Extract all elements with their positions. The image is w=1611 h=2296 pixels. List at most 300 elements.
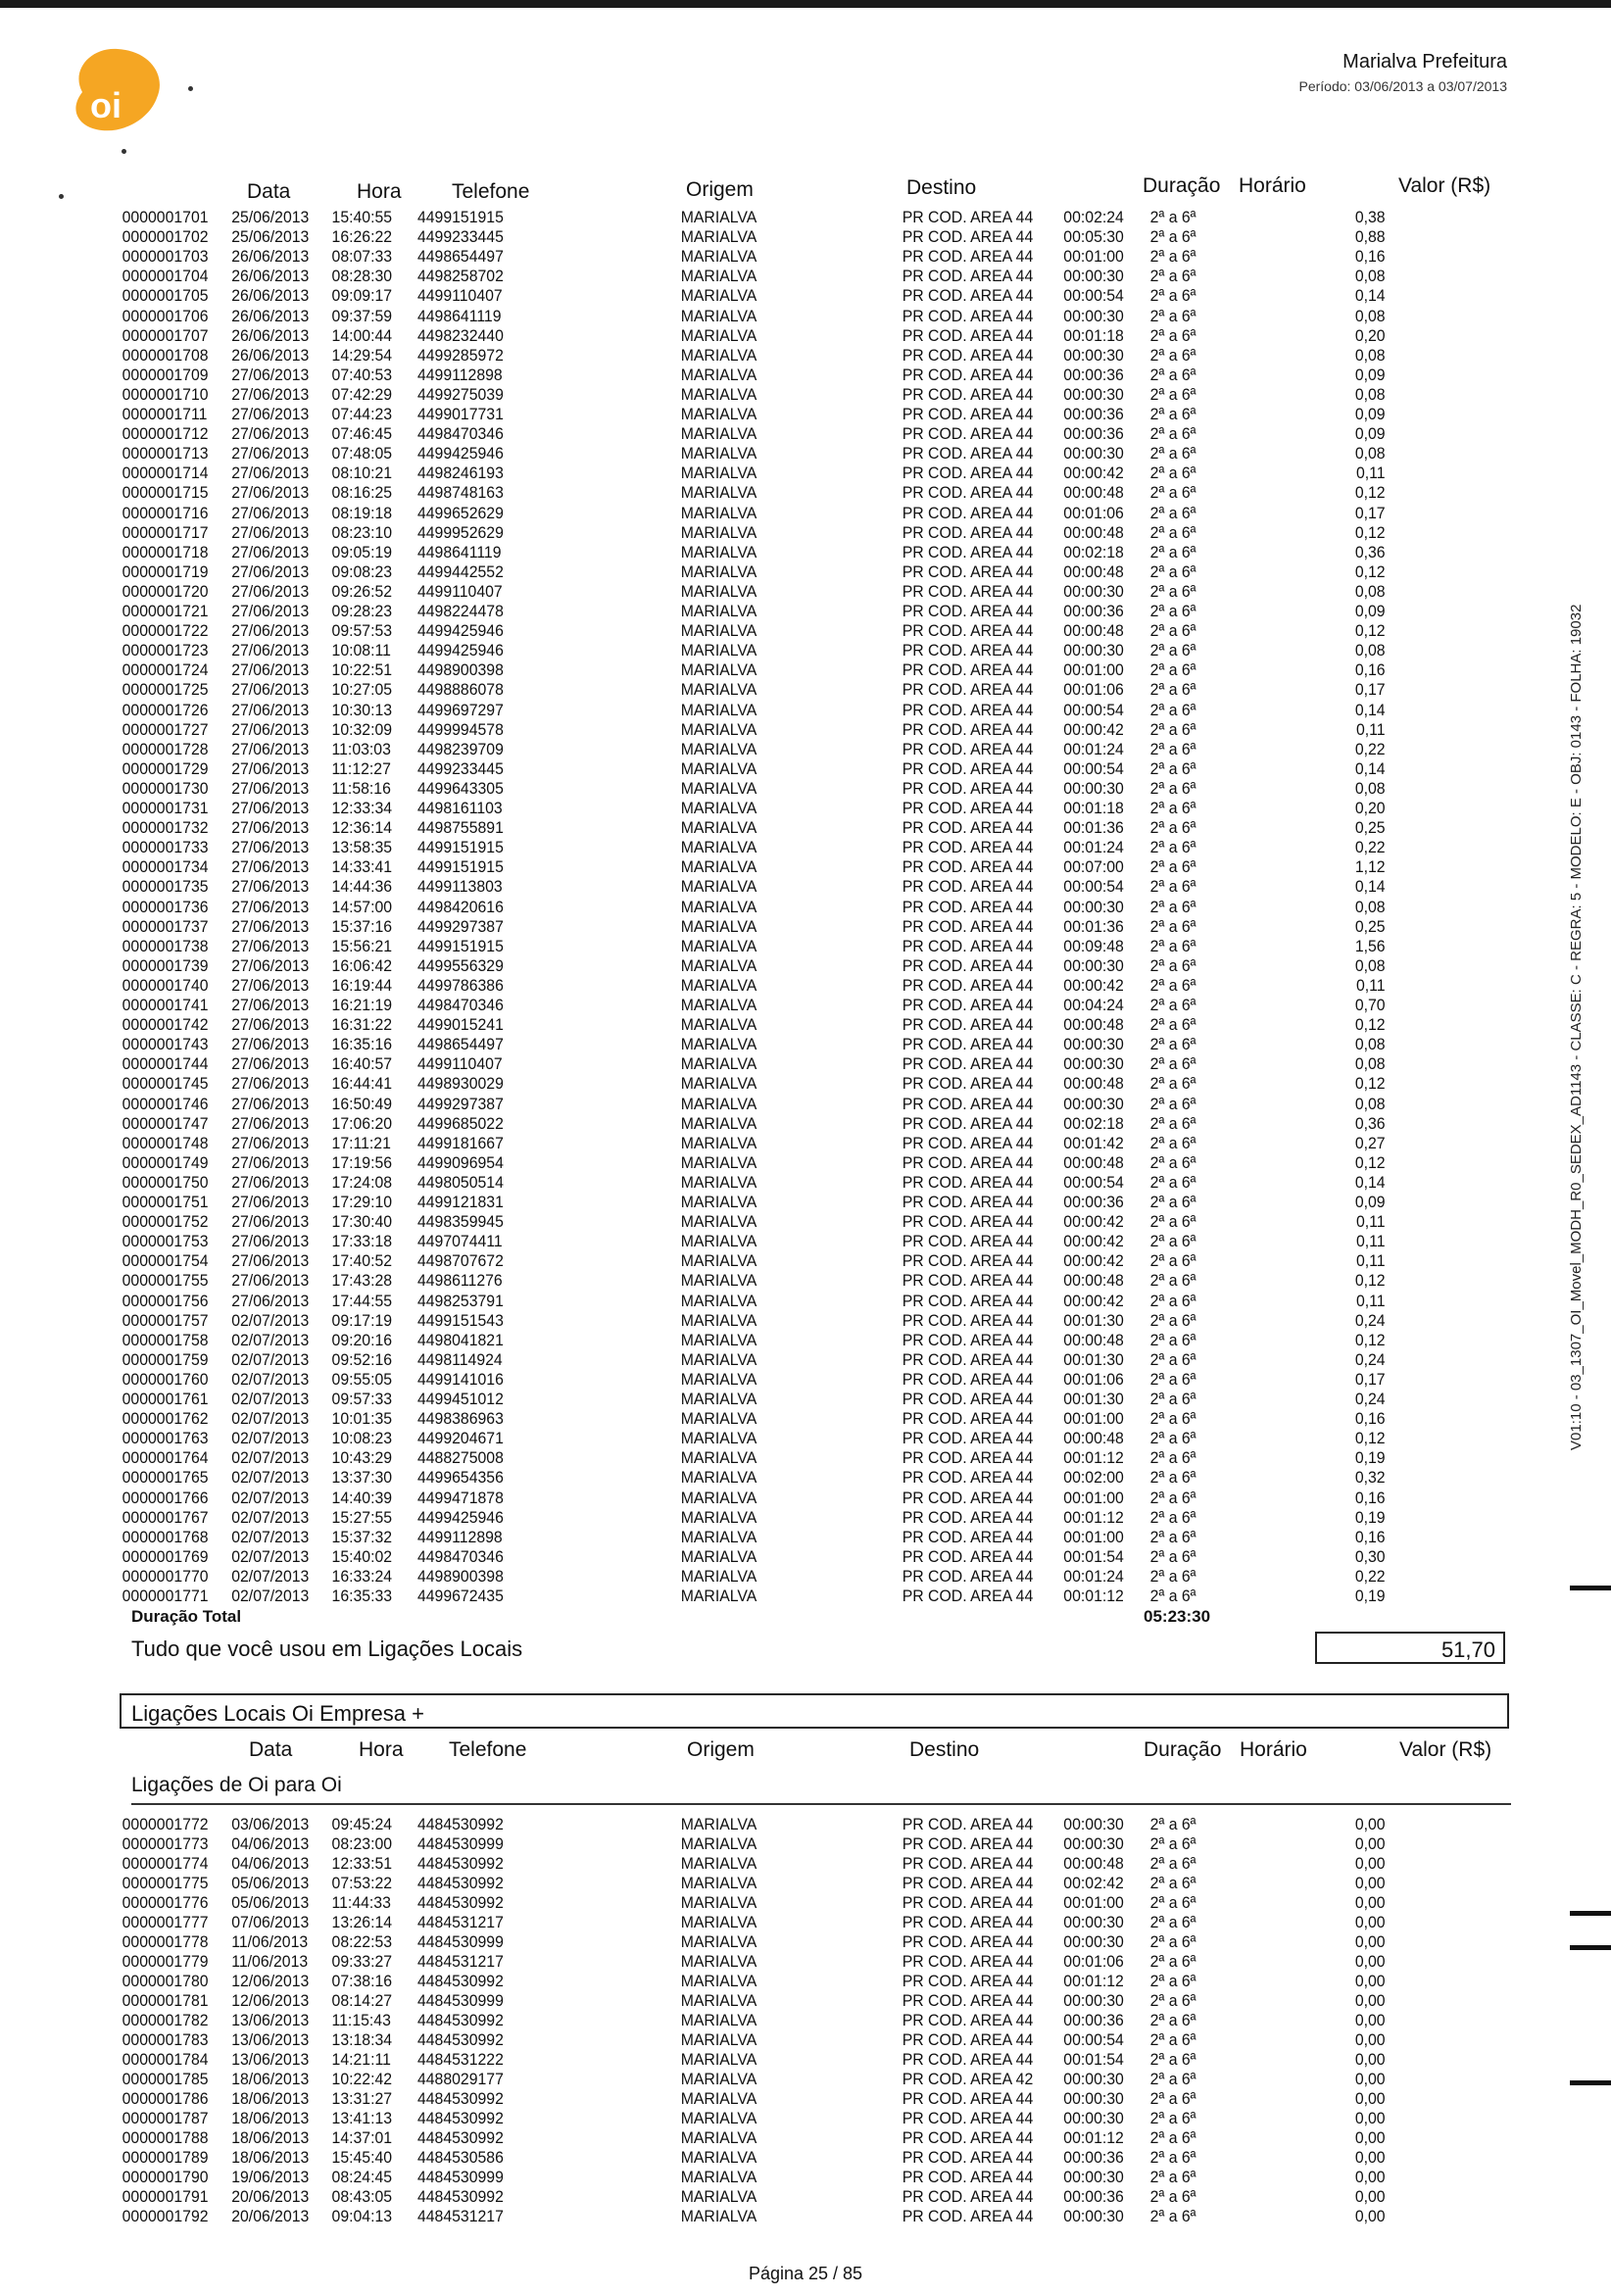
call-time: 16:19:44 (331, 975, 393, 995)
call-destination: PR COD. AREA 44 (902, 424, 1034, 444)
section2-subtitle: Ligações de Oi para Oi (131, 1774, 342, 1796)
oi-logo (61, 41, 171, 139)
call-value: 0,00 (1354, 2050, 1386, 2069)
call-date: 27/06/2013 (231, 778, 310, 798)
call-value: 0,12 (1354, 522, 1386, 542)
call-duration: 00:02:00 (1063, 1468, 1124, 1488)
col-duracao: Duração (1144, 1738, 1222, 1761)
call-duration: 00:00:42 (1063, 464, 1124, 483)
call-duration: 00:01:12 (1063, 1587, 1124, 1605)
call-origin: MARIALVA (680, 975, 757, 995)
call-phone: 4499233445 (416, 758, 504, 778)
call-value: 0,19 (1354, 1448, 1386, 1468)
call-schedule: 2ª a 6ª (1149, 2030, 1196, 2049)
call-id: 0000001789 (122, 2148, 209, 2167)
call-time: 12:36:14 (331, 818, 393, 838)
call-origin: MARIALVA (680, 345, 757, 365)
call-date: 27/06/2013 (231, 739, 310, 758)
call-schedule: 2ª a 6ª (1149, 2128, 1196, 2147)
call-schedule: 2ª a 6ª (1149, 1310, 1196, 1330)
call-phone: 4498470346 (416, 424, 504, 444)
call-id: 0000001773 (122, 1834, 209, 1853)
call-phone: 4498420616 (416, 897, 504, 916)
call-time: 08:10:21 (331, 464, 393, 483)
call-date: 27/06/2013 (231, 799, 310, 817)
call-time: 09:57:53 (331, 621, 393, 641)
call-schedule: 2ª a 6ª (1149, 1094, 1196, 1113)
table-row (0, 720, 1498, 740)
call-id: 0000001786 (122, 2089, 209, 2108)
call-time: 15:56:21 (331, 936, 393, 955)
call-origin: MARIALVA (680, 1271, 757, 1291)
call-destination: PR COD. AREA 44 (902, 1527, 1034, 1546)
call-value: 0,08 (1354, 345, 1386, 365)
call-phone: 4498886078 (416, 680, 504, 700)
call-date: 27/06/2013 (231, 444, 310, 464)
call-phone: 4499113803 (416, 877, 503, 897)
call-id: 0000001765 (122, 1468, 209, 1488)
table-row (0, 2207, 1498, 2226)
call-origin: MARIALVA (680, 758, 757, 778)
call-phone: 4499471878 (416, 1488, 504, 1507)
call-duration: 00:00:36 (1063, 2148, 1124, 2167)
call-phone: 4484530992 (416, 1893, 504, 1912)
call-id: 0000001733 (122, 838, 209, 857)
call-phone: 4499151915 (416, 208, 504, 226)
call-time: 15:45:40 (331, 2148, 393, 2167)
call-schedule: 2ª a 6ª (1149, 975, 1196, 995)
call-duration: 00:00:30 (1063, 1054, 1124, 1074)
call-date: 27/06/2013 (231, 405, 310, 423)
call-id: 0000001770 (122, 1566, 209, 1586)
margin-mark (1570, 1911, 1611, 1916)
call-origin: MARIALVA (680, 1566, 757, 1586)
call-phone: 4498654497 (416, 247, 504, 267)
call-destination: PR COD. AREA 44 (902, 2030, 1034, 2049)
call-id: 0000001782 (122, 2011, 209, 2029)
call-time: 13:41:13 (331, 2109, 393, 2127)
call-duration: 00:01:18 (1063, 325, 1124, 345)
call-time: 17:43:28 (331, 1271, 393, 1291)
call-phone: 4484531217 (416, 1952, 504, 1971)
call-duration: 00:00:30 (1063, 641, 1124, 660)
call-duration: 00:00:48 (1063, 483, 1124, 503)
call-phone: 4499297387 (416, 916, 504, 936)
table-row (0, 1153, 1498, 1173)
top-border (0, 0, 1611, 8)
call-duration: 00:00:36 (1063, 2011, 1124, 2029)
call-date: 27/06/2013 (231, 1054, 310, 1074)
table-row (0, 2030, 1498, 2050)
call-id: 0000001706 (122, 306, 209, 325)
call-time: 17:11:21 (331, 1133, 391, 1152)
table-row (0, 2011, 1498, 2030)
call-schedule: 2ª a 6ª (1149, 2168, 1196, 2186)
call-phone: 4498470346 (416, 996, 504, 1014)
call-origin: MARIALVA (680, 1054, 757, 1074)
call-destination: PR COD. AREA 44 (902, 1874, 1034, 1892)
call-phone: 4498161103 (416, 799, 503, 817)
call-origin: MARIALVA (680, 1015, 757, 1035)
call-id: 0000001788 (122, 2128, 209, 2147)
call-id: 0000001756 (122, 1291, 209, 1310)
call-schedule: 2ª a 6ª (1149, 464, 1196, 483)
call-destination: PR COD. AREA 44 (902, 1913, 1034, 1931)
call-origin: MARIALVA (680, 1834, 757, 1853)
call-duration: 00:00:30 (1063, 345, 1124, 365)
call-id: 0000001772 (122, 1815, 209, 1833)
call-origin: MARIALVA (680, 739, 757, 758)
call-schedule: 2ª a 6ª (1149, 1074, 1196, 1094)
call-time: 14:40:39 (331, 1488, 393, 1507)
call-origin: MARIALVA (680, 1172, 757, 1192)
call-phone: 4484531217 (416, 2207, 504, 2225)
call-origin: MARIALVA (680, 1094, 757, 1113)
call-time: 13:37:30 (331, 1468, 393, 1488)
call-value: 1,12 (1354, 857, 1386, 877)
table-row (0, 2070, 1498, 2089)
call-phone: 4499786386 (416, 975, 504, 995)
call-time: 16:21:19 (331, 996, 393, 1014)
call-phone: 4484530992 (416, 2109, 504, 2127)
call-time: 08:16:25 (331, 483, 393, 503)
call-schedule: 2ª a 6ª (1149, 680, 1196, 700)
call-duration: 00:01:36 (1063, 916, 1124, 936)
call-time: 10:32:09 (331, 719, 393, 739)
table-row (0, 1370, 1498, 1390)
call-schedule: 2ª a 6ª (1149, 739, 1196, 758)
call-value: 0,32 (1354, 1468, 1386, 1488)
call-destination: PR COD. AREA 44 (902, 1991, 1034, 2010)
call-schedule: 2ª a 6ª (1149, 1172, 1196, 1192)
call-duration: 00:01:00 (1063, 247, 1124, 267)
call-value: 0,36 (1354, 1113, 1386, 1133)
table-row (0, 1409, 1498, 1429)
call-date: 04/06/2013 (231, 1834, 310, 1853)
call-duration: 00:01:36 (1063, 818, 1124, 838)
call-id: 0000001759 (122, 1349, 209, 1369)
call-time: 09:33:27 (331, 1952, 393, 1971)
call-origin: MARIALVA (680, 2030, 757, 2049)
call-destination: PR COD. AREA 44 (902, 345, 1034, 365)
call-id: 0000001710 (122, 384, 209, 404)
call-time: 10:08:11 (331, 641, 391, 660)
table-row (0, 1567, 1498, 1587)
call-origin: MARIALVA (680, 719, 757, 739)
table-row (0, 1350, 1498, 1370)
summary-value: 51,70 (1315, 1632, 1505, 1664)
call-phone: 4484530999 (416, 1834, 504, 1853)
call-origin: MARIALVA (680, 1507, 757, 1527)
call-time: 10:43:29 (331, 1448, 393, 1468)
call-time: 15:37:16 (331, 916, 393, 936)
call-value: 0,00 (1354, 2187, 1386, 2206)
call-schedule: 2ª a 6ª (1149, 483, 1196, 503)
call-date: 27/06/2013 (231, 503, 310, 522)
call-schedule: 2ª a 6ª (1149, 1991, 1196, 2010)
call-time: 17:40:52 (331, 1251, 393, 1271)
call-destination: PR COD. AREA 44 (902, 1212, 1034, 1232)
call-origin: MARIALVA (680, 2128, 757, 2147)
call-destination: PR COD. AREA 44 (902, 1172, 1034, 1192)
call-time: 16:35:16 (331, 1035, 393, 1054)
call-date: 27/06/2013 (231, 936, 310, 955)
table-row (0, 956, 1498, 976)
table-row (0, 759, 1498, 779)
call-id: 0000001726 (122, 700, 209, 719)
table-row (0, 1932, 1498, 1952)
call-destination: PR COD. AREA 44 (902, 1054, 1034, 1074)
call-schedule: 2ª a 6ª (1149, 1587, 1196, 1605)
call-value: 0,20 (1354, 325, 1386, 345)
call-value: 0,19 (1354, 1587, 1386, 1605)
call-origin: MARIALVA (680, 1952, 757, 1971)
call-phone: 4484530992 (416, 2030, 504, 2049)
table-row (0, 2148, 1498, 2168)
call-phone: 4499285972 (416, 345, 504, 365)
call-time: 16:33:24 (331, 1566, 393, 1586)
call-date: 18/06/2013 (231, 2148, 310, 2167)
table-row (0, 1913, 1498, 1932)
col-data: Data (249, 1738, 293, 1761)
call-phone: 4484530992 (416, 1854, 504, 1873)
call-time: 08:07:33 (331, 247, 393, 267)
call-schedule: 2ª a 6ª (1149, 2109, 1196, 2127)
col-origem: Origem (686, 178, 754, 201)
call-destination: PR COD. AREA 44 (902, 1893, 1034, 1912)
call-phone: 4499275039 (416, 384, 504, 404)
call-id: 0000001777 (122, 1913, 209, 1931)
call-phone: 4499994578 (416, 719, 504, 739)
call-date: 27/06/2013 (231, 424, 310, 444)
col-origem: Origem (687, 1738, 755, 1761)
call-date: 26/06/2013 (231, 247, 310, 267)
call-destination: PR COD. AREA 44 (902, 857, 1034, 877)
call-schedule: 2ª a 6ª (1149, 267, 1196, 286)
call-time: 08:28:30 (331, 267, 393, 286)
call-phone: 4499110407 (416, 1054, 503, 1074)
call-date: 27/06/2013 (231, 838, 310, 857)
call-destination: PR COD. AREA 44 (902, 503, 1034, 522)
call-duration: 00:00:36 (1063, 2187, 1124, 2206)
call-date: 03/06/2013 (231, 1815, 310, 1833)
call-date: 26/06/2013 (231, 345, 310, 365)
call-time: 08:23:10 (331, 522, 393, 542)
call-duration: 00:00:30 (1063, 2109, 1124, 2127)
call-destination: PR COD. AREA 44 (902, 1429, 1034, 1448)
call-time: 14:44:36 (331, 877, 393, 897)
call-date: 27/06/2013 (231, 1133, 310, 1152)
table-row (0, 1448, 1498, 1468)
table-row (0, 1193, 1498, 1212)
call-time: 15:37:32 (331, 1527, 393, 1546)
call-value: 0,36 (1354, 542, 1386, 562)
call-value: 0,24 (1354, 1310, 1386, 1330)
call-destination: PR COD. AREA 44 (902, 602, 1034, 620)
table-row (0, 1251, 1498, 1271)
call-date: 25/06/2013 (231, 208, 310, 226)
call-duration: 00:01:00 (1063, 1488, 1124, 1507)
call-value: 0,88 (1354, 227, 1386, 247)
call-time: 15:40:55 (331, 208, 393, 226)
call-value: 0,17 (1354, 503, 1386, 522)
call-origin: MARIALVA (680, 1815, 757, 1833)
call-value: 0,12 (1354, 1429, 1386, 1448)
call-date: 27/06/2013 (231, 1015, 310, 1035)
call-duration: 00:00:30 (1063, 955, 1124, 975)
call-time: 17:29:10 (331, 1193, 393, 1211)
call-id: 0000001738 (122, 936, 209, 955)
call-date: 27/06/2013 (231, 680, 310, 700)
call-origin: MARIALVA (680, 1193, 757, 1211)
table-row (0, 838, 1498, 857)
table-row (0, 267, 1498, 286)
call-phone: 4499672435 (416, 1587, 504, 1605)
call-id: 0000001701 (122, 208, 209, 226)
call-origin: MARIALVA (680, 2011, 757, 2029)
call-id: 0000001705 (122, 286, 209, 306)
table-row (0, 385, 1498, 405)
call-schedule: 2ª a 6ª (1149, 916, 1196, 936)
call-phone: 4499151915 (416, 838, 504, 857)
table-row (0, 937, 1498, 956)
call-destination: PR COD. AREA 44 (902, 1815, 1034, 1833)
call-destination: PR COD. AREA 44 (902, 542, 1034, 562)
call-destination: PR COD. AREA 44 (902, 1291, 1034, 1310)
call-schedule: 2ª a 6ª (1149, 1874, 1196, 1892)
call-time: 16:26:22 (331, 227, 393, 247)
call-schedule: 2ª a 6ª (1149, 247, 1196, 267)
call-origin: MARIALVA (680, 1874, 757, 1892)
call-date: 18/06/2013 (231, 2128, 310, 2147)
call-time: 09:52:16 (331, 1349, 393, 1369)
call-value: 0,25 (1354, 818, 1386, 838)
call-schedule: 2ª a 6ª (1149, 1815, 1196, 1833)
call-duration: 00:00:30 (1063, 897, 1124, 916)
table-row (0, 2089, 1498, 2109)
call-phone: 4499141016 (416, 1369, 504, 1389)
call-phone: 4499451012 (416, 1390, 504, 1408)
call-value: 0,11 (1355, 1291, 1386, 1310)
call-duration: 00:07:00 (1063, 857, 1124, 877)
page-number: 25 / 85 (808, 2264, 863, 2283)
call-origin: MARIALVA (680, 916, 757, 936)
call-destination: PR COD. AREA 44 (902, 325, 1034, 345)
call-duration: 00:00:48 (1063, 1152, 1124, 1172)
call-time: 16:40:57 (331, 1054, 393, 1074)
call-schedule: 2ª a 6ª (1149, 897, 1196, 916)
call-schedule: 2ª a 6ª (1149, 1932, 1196, 1951)
table-row (0, 326, 1498, 346)
call-value: 0,00 (1354, 2168, 1386, 2186)
call-date: 27/06/2013 (231, 581, 310, 601)
call-time: 17:33:18 (331, 1232, 393, 1251)
call-phone: 4499151543 (416, 1310, 504, 1330)
table-row (0, 1874, 1498, 1893)
call-destination: PR COD. AREA 44 (902, 799, 1034, 817)
call-origin: MARIALVA (680, 306, 757, 325)
call-schedule: 2ª a 6ª (1149, 799, 1196, 817)
call-value: 0,09 (1354, 365, 1386, 384)
call-phone: 4498930029 (416, 1074, 504, 1094)
table-row (0, 464, 1498, 483)
call-destination: PR COD. AREA 44 (902, 758, 1034, 778)
table-row (0, 976, 1498, 996)
call-origin: MARIALVA (680, 1546, 757, 1566)
call-value: 0,25 (1354, 916, 1386, 936)
table-row (0, 779, 1498, 799)
call-id: 0000001752 (122, 1212, 209, 1232)
call-duration: 00:02:42 (1063, 1874, 1124, 1892)
call-destination: PR COD. AREA 42 (902, 2070, 1034, 2088)
call-date: 18/06/2013 (231, 2070, 310, 2088)
table-row (0, 1134, 1498, 1153)
call-value: 0,08 (1354, 955, 1386, 975)
call-id: 0000001750 (122, 1172, 209, 1192)
call-destination: PR COD. AREA 44 (902, 1330, 1034, 1349)
call-phone: 4498755891 (416, 818, 504, 838)
call-duration: 00:05:30 (1063, 227, 1124, 247)
call-phone: 4484530992 (416, 2128, 504, 2147)
call-duration: 00:01:00 (1063, 1409, 1124, 1429)
call-phone: 4498470346 (416, 1546, 504, 1566)
call-duration: 00:01:00 (1063, 660, 1124, 680)
call-duration: 00:00:54 (1063, 2030, 1124, 2049)
call-date: 27/06/2013 (231, 641, 310, 660)
table-row (0, 2050, 1498, 2070)
call-date: 27/06/2013 (231, 1232, 310, 1251)
call-destination: PR COD. AREA 44 (902, 365, 1034, 384)
call-id: 0000001709 (122, 365, 209, 384)
table-row (0, 1528, 1498, 1547)
call-origin: MARIALVA (680, 1291, 757, 1310)
call-id: 0000001722 (122, 621, 209, 641)
call-schedule: 2ª a 6ª (1149, 996, 1196, 1014)
call-id: 0000001757 (122, 1310, 209, 1330)
call-time: 17:30:40 (331, 1212, 393, 1232)
call-id: 0000001718 (122, 542, 209, 562)
call-destination: PR COD. AREA 44 (902, 2168, 1034, 2186)
call-schedule: 2ª a 6ª (1149, 1390, 1196, 1408)
call-destination: PR COD. AREA 44 (902, 306, 1034, 325)
call-phone: 4484530992 (416, 2011, 504, 2029)
call-schedule: 2ª a 6ª (1149, 444, 1196, 464)
call-duration: 00:00:42 (1063, 719, 1124, 739)
call-destination: PR COD. AREA 44 (902, 1369, 1034, 1389)
call-origin: MARIALVA (680, 1232, 757, 1251)
call-time: 16:44:41 (331, 1074, 393, 1094)
call-value: 0,22 (1354, 1566, 1386, 1586)
col-horario: Horário (1240, 1738, 1307, 1761)
call-phone: 4488275008 (416, 1448, 504, 1468)
call-id: 0000001703 (122, 247, 209, 267)
call-phone: 4499110407 (416, 286, 503, 306)
call-destination: PR COD. AREA 44 (902, 680, 1034, 700)
call-time: 14:37:01 (331, 2128, 393, 2147)
call-origin: MARIALVA (680, 1913, 757, 1931)
call-time: 10:30:13 (331, 700, 393, 719)
call-duration: 00:01:30 (1063, 1310, 1124, 1330)
call-id: 0000001737 (122, 916, 209, 936)
call-id: 0000001708 (122, 345, 209, 365)
call-date: 26/06/2013 (231, 286, 310, 306)
call-date: 02/07/2013 (231, 1390, 310, 1408)
call-value: 0,11 (1355, 719, 1386, 739)
call-date: 27/06/2013 (231, 700, 310, 719)
table-row (0, 1429, 1498, 1448)
call-schedule: 2ª a 6ª (1149, 325, 1196, 345)
call-origin: MARIALVA (680, 424, 757, 444)
